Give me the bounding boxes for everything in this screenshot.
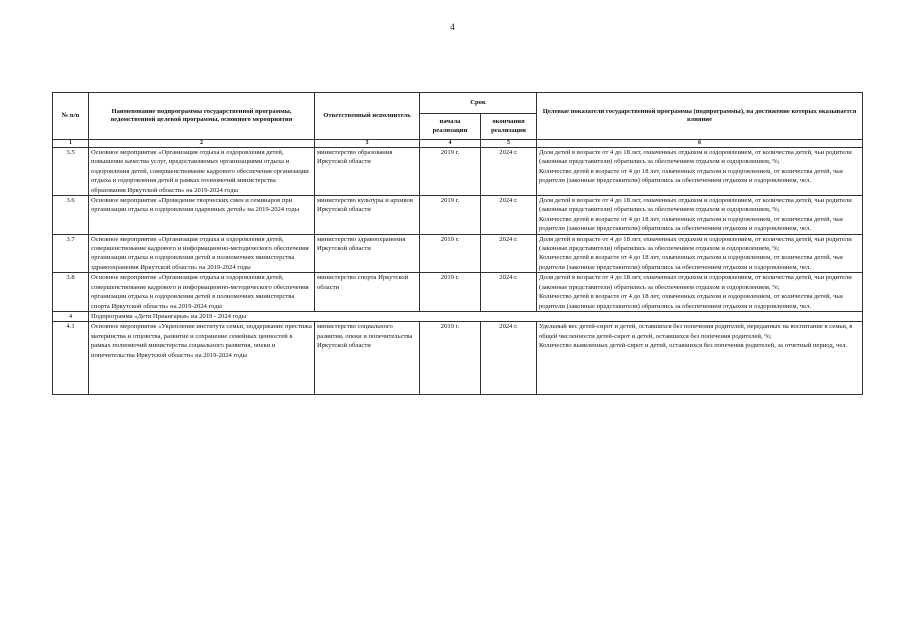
row-number: 3.8 (53, 273, 89, 312)
column-number: 4 (420, 140, 481, 148)
program-table (52, 92, 863, 395)
indicator-text: Количество детей в возрасте от 4 до 18 лет, охваченных отдыхом и оздоровлением, от количества детей, чьи родители (законные представители) обратились за обеспечением отдыхом и оздоровлением, чел. (539, 254, 843, 271)
table-row (53, 196, 863, 235)
column-number: 6 (537, 140, 863, 148)
indicator-text: Доля детей в возрасте от 4 до 18 лет, охваченных отдыхом и оздоровлением, от количества детей, чьи родители (законные представители) обратились за обеспечением отдыхом и оздоровлением, %; (539, 235, 852, 253)
indicator-text: Количество детей в возрасте от 4 до 18 лет, охваченных отдыхом и оздоровлением, от количества детей, чьи родители (законные представители) обратились за обеспечением отдыхом и оздоровлением, чел. (539, 167, 843, 185)
header-executor: Ответственный исполнитель (315, 93, 420, 140)
indicators (537, 322, 863, 395)
indicators (537, 148, 863, 196)
subprogram-title: Подпрограмма «Дети Приангарья» на 2019 - 2024 годы (89, 311, 863, 321)
end-year: 2024 г. (481, 322, 537, 395)
table-row (53, 273, 863, 312)
indicator-text: Количество детей в возрасте от 4 до 18 лет, охваченных отдыхом и оздоровлением, от количества детей, чьи родители (законные представители) обратились за обеспечением отдыхом и оздоровлением, чел. (539, 293, 843, 310)
executor: министерство здравоохранения Иркутской области (315, 234, 420, 273)
row-number: 3.7 (53, 234, 89, 273)
activity-name: Основное мероприятие «Организация отдыха и оздоровления детей, совершенствование кадрового и информационно-методического обеспечения организации отдыха и оздоровления детей в полномочиях министерства спорта Иркутской области» на 2019-2024 годы (89, 273, 315, 312)
start-year: 2019 г. (420, 196, 481, 235)
executor: министерство культуры и архивов Иркутской области (315, 196, 420, 235)
executor: министерство социального развития, опеки и попечительства Иркутской области (315, 322, 420, 395)
indicator-text: Количество выявленных детей-сирот и детей, оставшихся без попечения родителей, за отчетный период, чел. (539, 342, 848, 350)
end-year: 2024 г. (481, 234, 537, 273)
activity-name: Основное мероприятие «Организация отдыха и оздоровления детей, повышение качества услуг, предоставляемых организациями отдыха и оздоровления детей, совершенствование кадрового обеспечения организации отдыха и оздоровления детей в рамках полномочий министерства образования Иркутской области» на 2019-2024 годы (89, 148, 315, 196)
header-start: начала реализации (420, 114, 481, 140)
indicator-text: Доля детей в возрасте от 4 до 18 лет, охваченных отдыхом и оздоровлением, от количества детей, чьи родители (законные представители) обратились за обеспечением отдыхом и оздоровлением, %; (539, 197, 852, 214)
start-year: 2019 г. (420, 234, 481, 273)
header-name: Наименование подпрограммы государственной программы, ведомственной целевой программы, основного мероприятия (89, 93, 315, 140)
indicator-text: Количество детей в возрасте от 4 до 18 лет, охваченных отдыхом и оздоровлением, от количества детей, чьи родители (законные представители) обратились за обеспечением отдыхом и оздоровлением, чел. (539, 215, 843, 233)
start-year: 2019 г. (420, 148, 481, 196)
row-number: 3.6 (53, 196, 89, 235)
end-year: 2024 г. (481, 273, 537, 312)
end-year: 2024 г. (481, 148, 537, 196)
indicator-text: Доля детей в возрасте от 4 до 18 лет, охваченных отдыхом и оздоровлением, от количества детей, чьи родители (законные представители) обратились за обеспечением отдыхом и оздоровлением, %; (539, 274, 852, 291)
start-year: 2019 г. (420, 322, 481, 395)
indicator-text: Удельный вес детей-сирот и детей, оставшихся без попечения родителей, переданных на воспитание в семьи, в общей численности детей-сирот и детей, оставшихся без попечения родителей, %; (539, 323, 853, 340)
indicators (537, 273, 863, 312)
table-row (53, 322, 863, 395)
subprogram-row (53, 311, 863, 321)
header-period: Срок (420, 93, 537, 114)
executor: министерство образования Иркутской области (315, 148, 420, 196)
start-year: 2019 г. (420, 273, 481, 312)
header-no: № п/п (53, 93, 89, 140)
table-row (53, 148, 863, 196)
column-number: 2 (89, 140, 315, 148)
column-number: 1 (53, 140, 89, 148)
activity-name: Основное мероприятие «Проведение творческих смен и семинаров при организации отдыха и оздоровления одаренных детей» на 2019-2024 годы (89, 196, 315, 235)
table-row (53, 234, 863, 273)
header-end: окончания реализации (481, 114, 537, 140)
row-number: 4.1 (53, 322, 89, 395)
activity-name: Основное мероприятие «Укрепление института семьи, поддержание престижа материнства и отцовства, развитие и сохранение семейных ценностей в рамках полномочий министерства социального развития, опеки и попечительства Иркутской области» на 2019-2024 годы (89, 322, 315, 395)
end-year: 2024 г. (481, 196, 537, 235)
indicators (537, 234, 863, 273)
indicators (537, 196, 863, 235)
indicator-text: Доля детей в возрасте от 4 до 18 лет, охваченных отдыхом и оздоровлением, от количества детей, чьи родители (законные представители) обратились за обеспечением отдыхом и оздоровлением, %; (539, 149, 852, 166)
subprogram-number: 4 (53, 311, 89, 321)
page-number: 4 (450, 22, 455, 32)
executor: министерство спорта Иркутской области (315, 273, 420, 312)
column-number: 5 (481, 140, 537, 148)
row-number: 3.5 (53, 148, 89, 196)
header-indicators: Целевые показатели государственной программы (подпрограммы), на достижение которых оказывается влияние (537, 93, 863, 140)
activity-name: Основное мероприятие «Организация отдыха и оздоровления детей, совершенствование кадрового и информационно-методического обеспечения организации отдыха и оздоровления детей в полномочиях министерства здравоохранения Иркутской области» на 2019-2024 годы (89, 234, 315, 273)
column-number: 3 (315, 140, 420, 148)
